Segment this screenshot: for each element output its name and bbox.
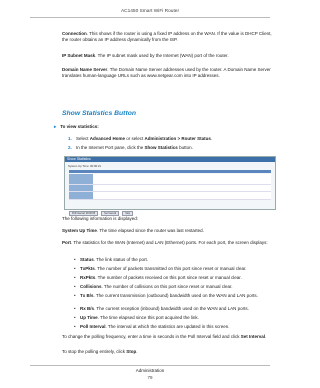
step-text: Select bbox=[76, 136, 90, 141]
step-text: . bbox=[210, 136, 213, 141]
header-divider bbox=[30, 17, 270, 18]
bullet-icon: • bbox=[74, 293, 76, 298]
connection-text: . This shows if the router is using a fixed IP address on the WAN. If the value is DHCP Client, the router obtains an IP address dynamically from the ISP. bbox=[62, 31, 272, 43]
subnet-text: . The IP subnet mask used by the Internet (WAN) port of the router. bbox=[95, 53, 229, 58]
dns-text: . The Domain Name Server addresses used by the router. A Domain Name Server translates human-language URLs such as www.netgear.com into IP addresses. bbox=[62, 67, 271, 79]
section-title: Show Statistics Button bbox=[62, 110, 137, 117]
show-statistics-label: Show Statistics bbox=[144, 145, 178, 150]
list-item-text: . The current transmission (outbound) bandwidth used on the WAN and LAN ports. bbox=[93, 293, 258, 298]
step-number: 2. bbox=[68, 145, 72, 150]
list-item bbox=[74, 284, 274, 290]
bullet-icon: • bbox=[74, 324, 76, 329]
subnet-label: IP Subnet Mask bbox=[62, 53, 96, 58]
bullet-icon: • bbox=[74, 315, 76, 320]
bullet-icon: • bbox=[74, 275, 76, 280]
change-paragraph bbox=[62, 334, 274, 340]
connection-label: Connection bbox=[62, 31, 87, 36]
port-text: . The statistics for the WAN (Internet) and LAN (Ethernet) ports. For each port, the screen displays: bbox=[71, 240, 268, 245]
set-interval-button: Set Interval bbox=[101, 211, 119, 216]
footer-section: Administration bbox=[135, 368, 165, 373]
task-title: To view statistics: bbox=[60, 124, 99, 129]
task-heading bbox=[54, 124, 99, 130]
menu-router-status: Administration > Router Status bbox=[144, 136, 211, 141]
change-end: . bbox=[265, 334, 267, 339]
subnet-paragraph bbox=[62, 53, 274, 59]
list-item bbox=[74, 266, 274, 272]
step-text: In the Internet Port pane, click the bbox=[76, 145, 145, 150]
uptime-paragraph bbox=[62, 228, 274, 234]
stop-button: Stop bbox=[122, 211, 133, 216]
step-text: button. bbox=[177, 145, 193, 150]
list-item-text: . The time elapsed since this port acquired the link. bbox=[97, 315, 199, 320]
list-item-label: Status bbox=[80, 257, 94, 262]
list-item-label: Rx B/s bbox=[80, 306, 95, 311]
bullet-icon: • bbox=[74, 284, 76, 289]
list-item-label: Poll Interval bbox=[80, 324, 106, 329]
list-item-text: . The number of packets received on this port since reset or manual clear. bbox=[95, 275, 242, 280]
statistics-screenshot bbox=[64, 156, 276, 215]
screenshot-uptime: System Up Time: 00:06:21 bbox=[68, 164, 101, 168]
list-item-label: TxPkts bbox=[80, 266, 95, 271]
stop-end: . bbox=[136, 349, 138, 354]
stop-paragraph bbox=[62, 349, 274, 355]
change-text: To change the polling frequency, enter a time in seconds in the Poll Interval field and click bbox=[62, 334, 241, 339]
list-item-text: . The link status of the port. bbox=[93, 257, 148, 262]
list-item-label: RxPkts bbox=[80, 275, 96, 280]
stop-label: Stop bbox=[126, 349, 137, 354]
poll-interval-field: Poll Interval: 00:00:05 bbox=[69, 211, 98, 216]
list-item bbox=[74, 293, 274, 299]
list-item-text: . The number of packets transmitted on this port since reset or manual clear. bbox=[94, 266, 247, 271]
step-2 bbox=[68, 145, 274, 151]
stats-table-header bbox=[69, 170, 271, 173]
step-text: or select bbox=[125, 136, 145, 141]
step-number: 1. bbox=[68, 136, 72, 141]
list-item-text: . The current reception (inbound) bandwidth used on the WAN and LAN ports. bbox=[94, 306, 249, 311]
list-item-label: Up Time bbox=[80, 315, 98, 320]
list-item bbox=[74, 257, 274, 263]
running-header: AC1450 Smart WiFi Router bbox=[120, 9, 180, 14]
footer-divider bbox=[30, 365, 270, 366]
uptime-text: . The time elapsed since the router was last restarted. bbox=[96, 228, 204, 233]
page-number: 79 bbox=[147, 375, 153, 380]
step-1 bbox=[68, 136, 274, 142]
list-item-text: . The interval at which the statistics are updated in this screen. bbox=[105, 324, 230, 329]
list-item bbox=[74, 324, 274, 330]
uptime-label: System Up Time bbox=[62, 228, 97, 233]
menu-advanced-home: Advanced Home bbox=[89, 136, 126, 141]
stop-text: To stop the polling entirely, click bbox=[62, 349, 127, 354]
screenshot-title-bar: Show Statistics bbox=[65, 157, 275, 162]
connection-paragraph bbox=[62, 31, 274, 44]
following-paragraph: The following information is displayed: bbox=[62, 216, 139, 221]
row-port-cell bbox=[69, 195, 93, 198]
screenshot-controls bbox=[69, 201, 271, 215]
list-item bbox=[74, 275, 274, 281]
list-item-label: Tx B/s bbox=[80, 293, 94, 298]
bullet-icon: • bbox=[74, 266, 76, 271]
list-item bbox=[74, 306, 274, 312]
list-item-label: Collisions bbox=[80, 284, 102, 289]
list-item bbox=[74, 315, 274, 321]
set-interval-label: Set Interval bbox=[240, 334, 266, 339]
arrow-icon: ▸ bbox=[54, 124, 57, 129]
port-paragraph bbox=[62, 240, 274, 246]
port-label: Port bbox=[62, 240, 71, 245]
dns-label: Domain Name Server bbox=[62, 67, 108, 72]
list-item-text: . The number of collisions on this port since reset or manual clear. bbox=[101, 284, 233, 289]
dns-paragraph bbox=[62, 67, 274, 80]
bullet-icon: • bbox=[74, 257, 76, 262]
bullet-icon: • bbox=[74, 306, 76, 311]
table-row bbox=[69, 195, 271, 199]
